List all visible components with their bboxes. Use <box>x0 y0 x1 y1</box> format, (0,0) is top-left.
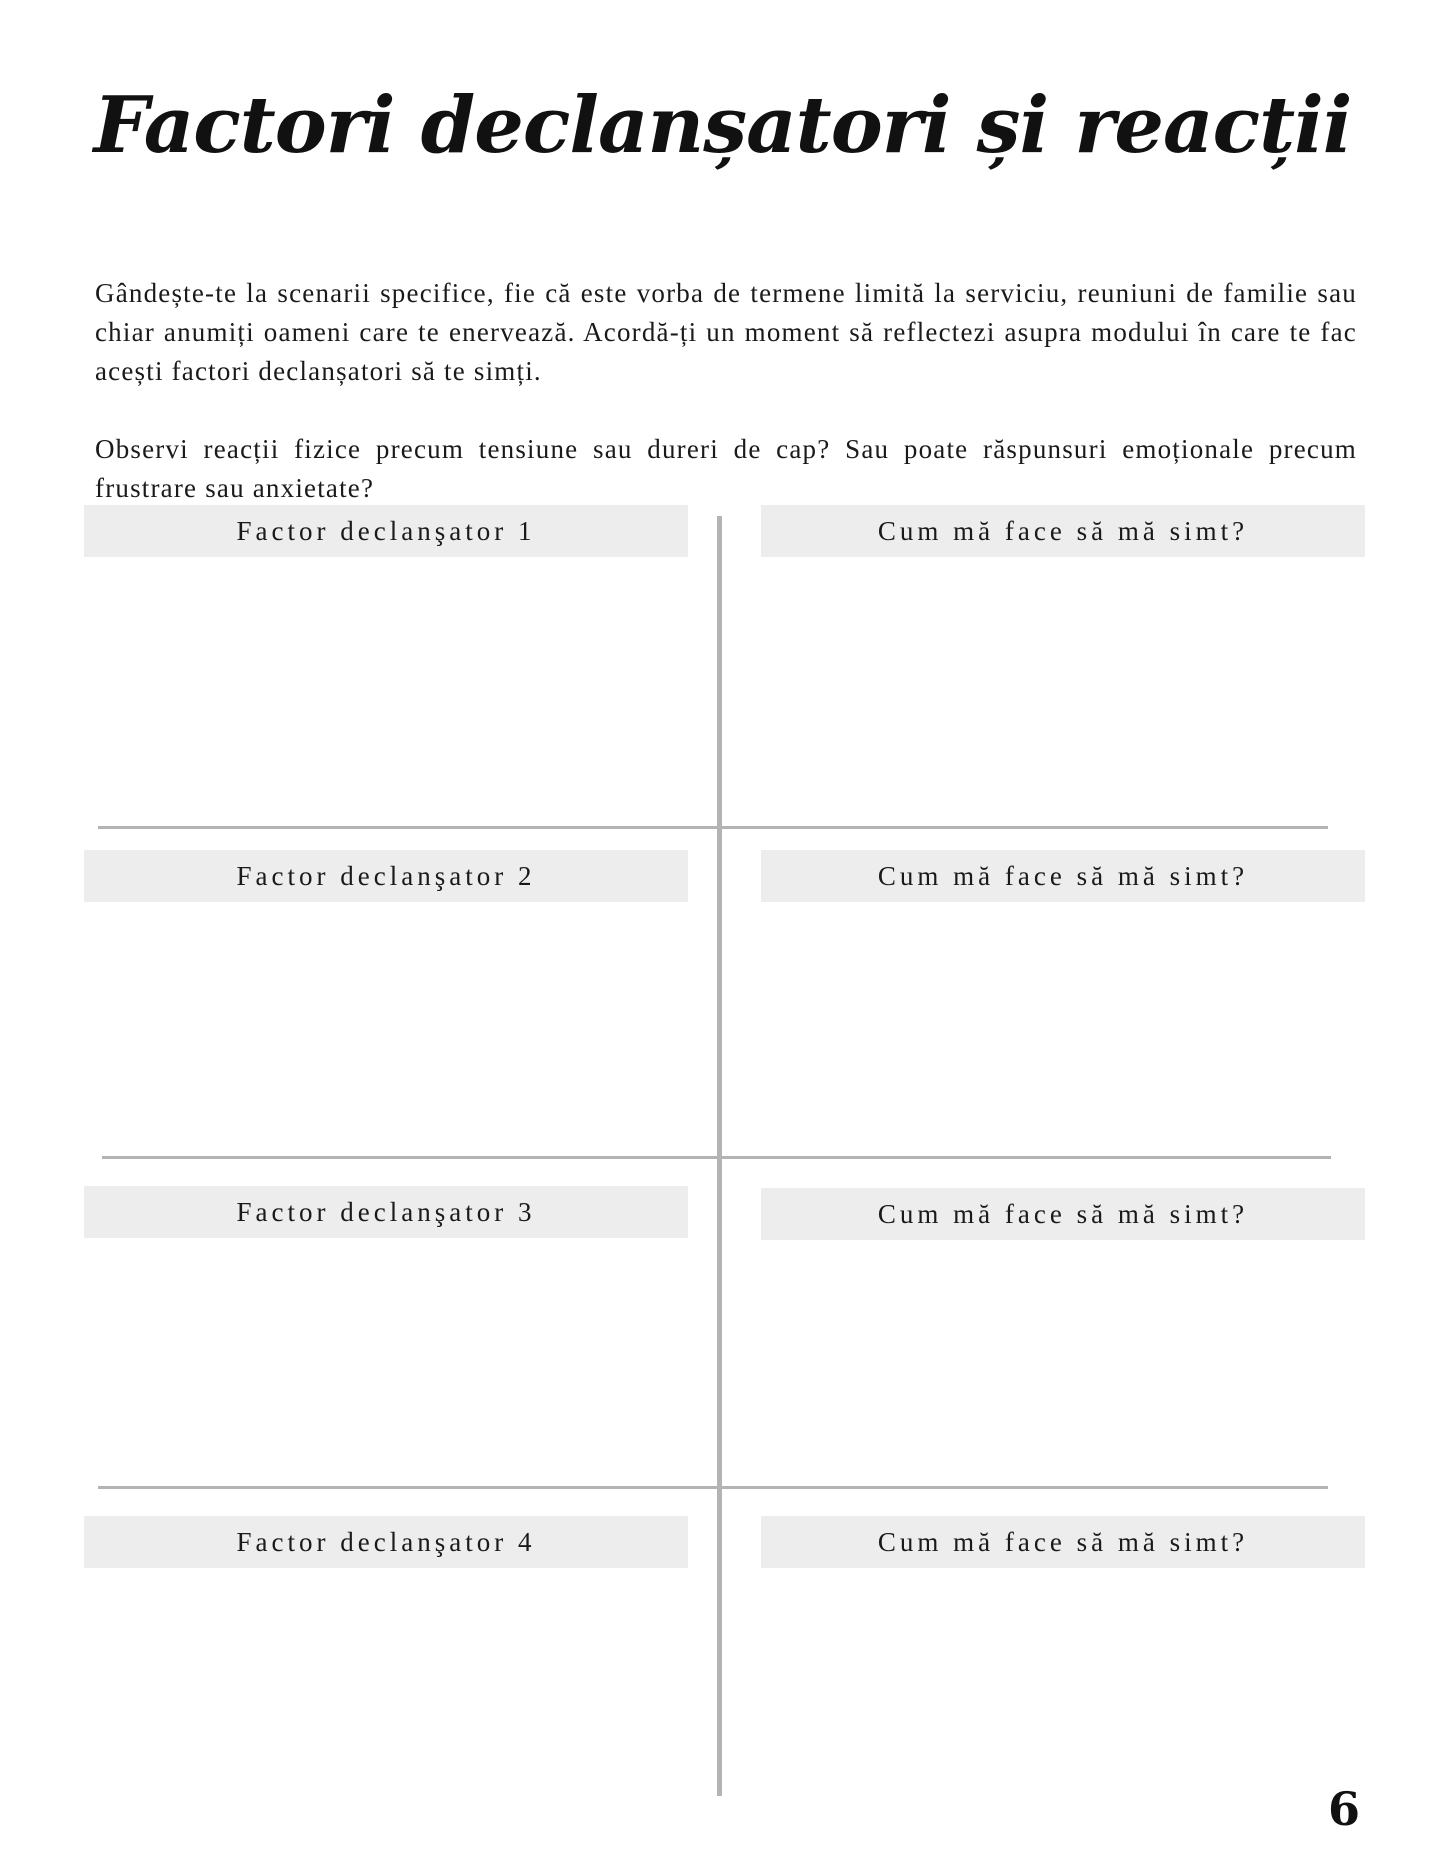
intro-paragraph-2: Observi reacții fizice precum tensiune sau dureri de cap? Sau poate răspunsuri emoționale precum frustrare sau anxietate? <box>95 434 1357 503</box>
intro-paragraph-1: Gândește-te la scenarii specifice, fie că este vorba de termene limită la serviciu, reuniuni de familie sau chiar anumiți oameni care te enervează. Acordă-ți un moment să reflectezi asupra modului în care te fac acești factori declanșatori să te simți. <box>95 278 1357 386</box>
feeling-4-header: Cum mă face să mă simt? <box>761 1516 1365 1568</box>
row-divider-1 <box>98 826 1328 829</box>
trigger-3-header: Factor declanşator 3 <box>84 1186 688 1238</box>
column-divider <box>717 516 722 1796</box>
trigger-2-header: Factor declanşator 2 <box>84 850 688 902</box>
page-title: Factori declanșatori și reacții <box>93 80 1352 171</box>
feeling-2-header: Cum mă face să mă simt? <box>761 850 1365 902</box>
feeling-3-header: Cum mă face să mă simt? <box>761 1188 1365 1240</box>
row-divider-3 <box>98 1486 1328 1489</box>
page-number: 6 <box>1327 1782 1360 1836</box>
feeling-1-header: Cum mă face să mă simt? <box>761 505 1365 557</box>
trigger-4-header: Factor declanşator 4 <box>84 1516 688 1568</box>
trigger-1-header: Factor declanşator 1 <box>84 505 688 557</box>
